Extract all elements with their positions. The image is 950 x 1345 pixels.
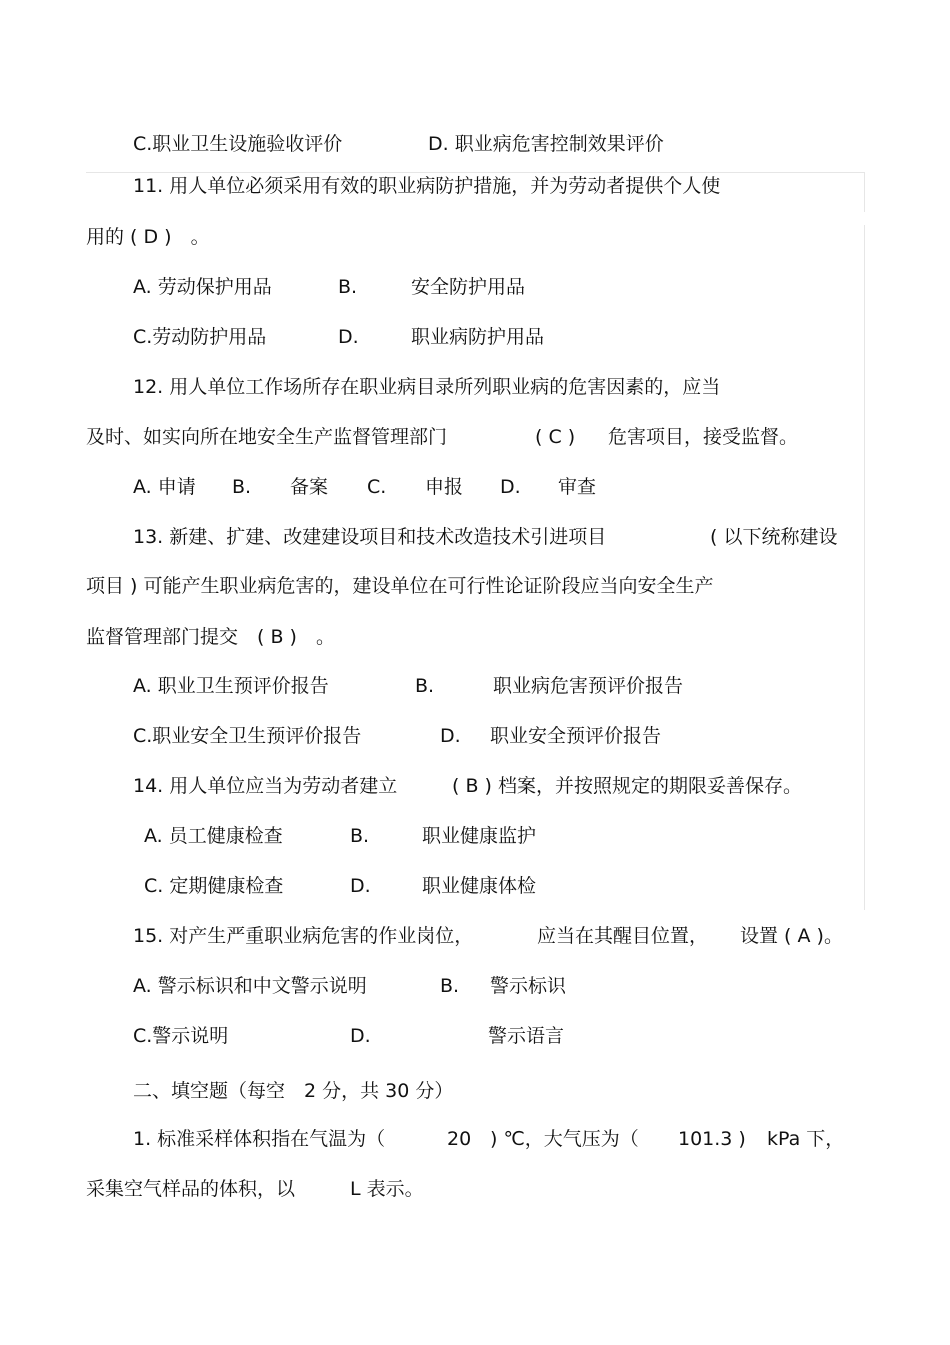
question-13-option-c: C.职业安全卫生预评价报告: [133, 725, 362, 747]
question-13-line-3: 监督管理部门提交 ( B ) 。: [86, 626, 335, 648]
question-12-option-a: A. 申请: [133, 476, 196, 498]
question-13-option-d-letter: D.: [440, 725, 461, 747]
question-15-option-a: A. 警示标识和中文警示说明: [133, 975, 367, 997]
question-12-option-b-letter: B.: [232, 476, 252, 498]
question-11-option-d-text: 职业病防护用品: [411, 326, 545, 348]
prev-option-d: D. 职业病危害控制效果评价: [428, 133, 664, 155]
question-12-line-1: 12. 用人单位工作场所存在职业病目录所列职业病的危害因素的，应当: [133, 376, 721, 398]
fill-1-line-1c: ) ℃，大气压为（: [490, 1128, 639, 1150]
question-14-option-a: A. 员工健康检查: [144, 825, 283, 847]
question-15-line-1a: 15. 对产生严重职业病危害的作业岗位，: [133, 925, 474, 947]
question-12-line-2a: 及时、如实向所在地安全生产监督管理部门: [86, 426, 448, 448]
question-11-option-d-letter: D.: [338, 326, 359, 348]
question-15-option-b-text: 警示标识: [490, 975, 567, 997]
fill-1-line-2a: 采集空气样品的体积，以: [86, 1178, 296, 1200]
question-14-option-b-letter: B.: [350, 825, 370, 847]
question-12-option-d-text: 审查: [558, 476, 597, 498]
question-15-option-b-letter: B.: [440, 975, 460, 997]
question-13-option-a: A. 职业卫生预评价报告: [133, 675, 329, 697]
question-15-option-c: C.警示说明: [133, 1025, 229, 1047]
question-11-line-1: 11. 用人单位必须采用有效的职业病防护措施，并为劳动者提供个人使: [133, 175, 721, 197]
fill-1-answer-temp: 20: [447, 1128, 472, 1150]
question-12-option-b-text: 备案: [290, 476, 329, 498]
question-12-option-c-text: 申报: [425, 476, 464, 498]
question-11-option-b-letter: B.: [338, 276, 358, 298]
question-13-option-b-letter: B.: [415, 675, 435, 697]
question-13-option-d-text: 职业安全预评价报告: [490, 725, 662, 747]
question-14-option-d-text: 职业健康体检: [422, 875, 537, 897]
question-14-option-c: C. 定期健康检查: [144, 875, 284, 897]
fill-1-line-1e: kPa 下，: [767, 1128, 845, 1150]
question-15-line-1c: 设置 ( A )。: [740, 925, 843, 947]
question-15-line-1b: 应当在其醒目位置，: [537, 925, 709, 947]
question-14-option-d-letter: D.: [350, 875, 371, 897]
question-11-option-c: C.劳动防护用品: [133, 326, 267, 348]
question-13-option-b-text: 职业病危害预评价报告: [493, 675, 684, 697]
fill-1-answer-pressure: 101.3 ): [678, 1128, 746, 1150]
question-11-option-b-text: 安全防护用品: [411, 276, 526, 298]
question-13-line-2: 项目 ) 可能产生职业病危害的，建设单位在可行性论证阶段应当向安全生产: [86, 575, 714, 597]
question-12-option-d-letter: D.: [500, 476, 521, 498]
section-2-heading: 二、填空题（每空 2 分，共 30 分）: [133, 1080, 454, 1102]
question-15-option-d-letter: D.: [350, 1025, 371, 1047]
frame-line-right-lower: [864, 225, 865, 910]
question-12-line-2c: 危害项目，接受监督。: [608, 426, 799, 448]
question-15-option-d-text: 警示语言: [488, 1025, 565, 1047]
question-13-line-1b: ( 以下统称建设: [710, 526, 838, 548]
frame-line-right-upper: [864, 172, 865, 212]
question-11-line-2: 用的 ( D ) 。: [86, 226, 210, 248]
fill-1-line-1a: 1. 标准采样体积指在气温为（: [133, 1128, 386, 1150]
question-13-line-1a: 13. 新建、扩建、改建建设项目和技术改造技术引进项目: [133, 526, 607, 548]
question-14-line-1b: ( B ) 档案，并按照规定的期限妥善保存。: [452, 775, 802, 797]
question-12-answer: ( C ): [535, 426, 576, 448]
question-12-option-c-letter: C.: [367, 476, 387, 498]
question-11-option-a: A. 劳动保护用品: [133, 276, 272, 298]
prev-option-c: C.职业卫生设施验收评价: [133, 133, 343, 155]
frame-line-top: [86, 172, 864, 173]
question-14-line-1a: 14. 用人单位应当为劳动者建立: [133, 775, 398, 797]
fill-1-line-2b: L 表示。: [350, 1178, 424, 1200]
question-14-option-b-text: 职业健康监护: [422, 825, 537, 847]
